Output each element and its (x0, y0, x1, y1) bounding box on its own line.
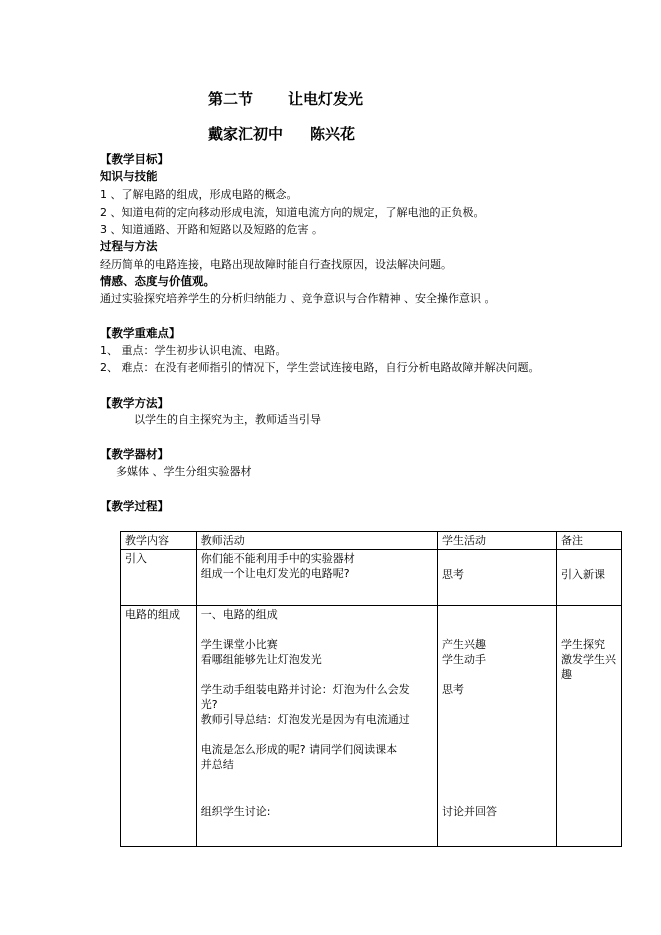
teacher-line: 学生课堂小比赛 (200, 638, 278, 651)
teacher-line: 光? (200, 698, 218, 711)
teacher-line: 学生动手组装电路并讨论：灯泡为什么会发 (200, 683, 410, 696)
column-header-student: 学生活动 (438, 532, 557, 550)
note-line: 学生探究 (561, 638, 606, 651)
author-name: 陈兴花 (310, 125, 356, 143)
teacher-line: 组成一个让电灯发光的电路呢? (200, 567, 350, 580)
process-text: 经历简单的电路连接，电路出现故障时能自行查找原因，设法解决问题。 (100, 258, 452, 271)
note-line: 激发学生兴 (561, 653, 617, 666)
student-line: 思考 (442, 568, 465, 581)
note-line: 趣 (561, 668, 573, 681)
teacher-line: 教师引导总结：灯泡发光是因为有电流通过 (200, 713, 410, 726)
table-row (121, 606, 622, 847)
student-line: 学生动手 (442, 653, 487, 666)
knowledge-item: 1 、了解电路的组成，形成电路的概念。 (100, 188, 298, 201)
emotion-text: 通过实验探究培养学生的分析归纳能力 、竞争意识与合作精神 、安全操作意识 。 (100, 292, 496, 305)
section-number: 第二节 (208, 90, 254, 108)
teacher-line: 组织学生讨论: (200, 805, 271, 818)
keypoint-item: 2、 难点：在没有老师指引的情况下，学生尝试连接电路，自行分析电路故障并解决问题。 (100, 361, 540, 374)
equipment-text: 多媒体 、学生分组实验器材 (116, 465, 252, 478)
row-note (557, 606, 622, 847)
teacher-line: 一、电路的组成 (200, 608, 278, 621)
student-line: 思考 (442, 683, 465, 696)
knowledge-item: 3 、知道通路、开路和短路以及短路的危害 。 (100, 223, 323, 236)
column-header-teacher: 教师活动 (196, 532, 437, 550)
note-line: 引入新课 (561, 568, 606, 581)
knowledge-item: 2 、知道电荷的定向移动形成电流，知道电流方向的规定，了解电池的正负极。 (100, 206, 485, 219)
emotion-heading: 情感、态度与价值观。 (100, 274, 215, 288)
teacher-line: 你们能不能利用手中的实验器材 (200, 552, 355, 565)
row-content: 引入 (121, 550, 197, 606)
row-note (557, 550, 622, 606)
row-student-activity (438, 606, 557, 847)
row-student-activity (438, 550, 557, 606)
row-teacher-activity (196, 550, 437, 606)
teacher-line: 看哪组能够先让灯泡发光 (200, 653, 322, 666)
student-line: 讨论并回答 (442, 805, 498, 818)
column-header-note: 备注 (557, 532, 622, 550)
method-text: 以学生的自主探究为主，教师适当引导 (134, 413, 321, 426)
method-heading: 【教学方法】 (100, 396, 169, 410)
keypoint-item: 1、 重点：学生初步认识电流、电路。 (100, 344, 287, 357)
lesson-title: 让电灯发光 (288, 90, 364, 108)
teacher-line: 并总结 (200, 758, 234, 771)
row-teacher-activity (196, 606, 437, 847)
process-heading: 过程与方法 (100, 239, 158, 253)
knowledge-heading: 知识与技能 (100, 169, 158, 183)
student-line: 产生兴趣 (442, 638, 487, 651)
teaching-process-table (120, 531, 622, 847)
keypoints-heading: 【教学重难点】 (100, 326, 181, 340)
table-header-row (121, 532, 622, 550)
table-row (121, 550, 622, 606)
equipment-heading: 【教学器材】 (100, 447, 169, 461)
objectives-heading: 【教学目标】 (100, 152, 169, 166)
process-table-heading: 【教学过程】 (100, 499, 169, 513)
school-name: 戴家汇初中 (208, 125, 284, 143)
row-content: 电路的组成 (121, 606, 197, 847)
teacher-line: 电流是怎么形成的呢? 请同学们阅读课本 (200, 743, 398, 756)
column-header-content: 教学内容 (121, 532, 197, 550)
